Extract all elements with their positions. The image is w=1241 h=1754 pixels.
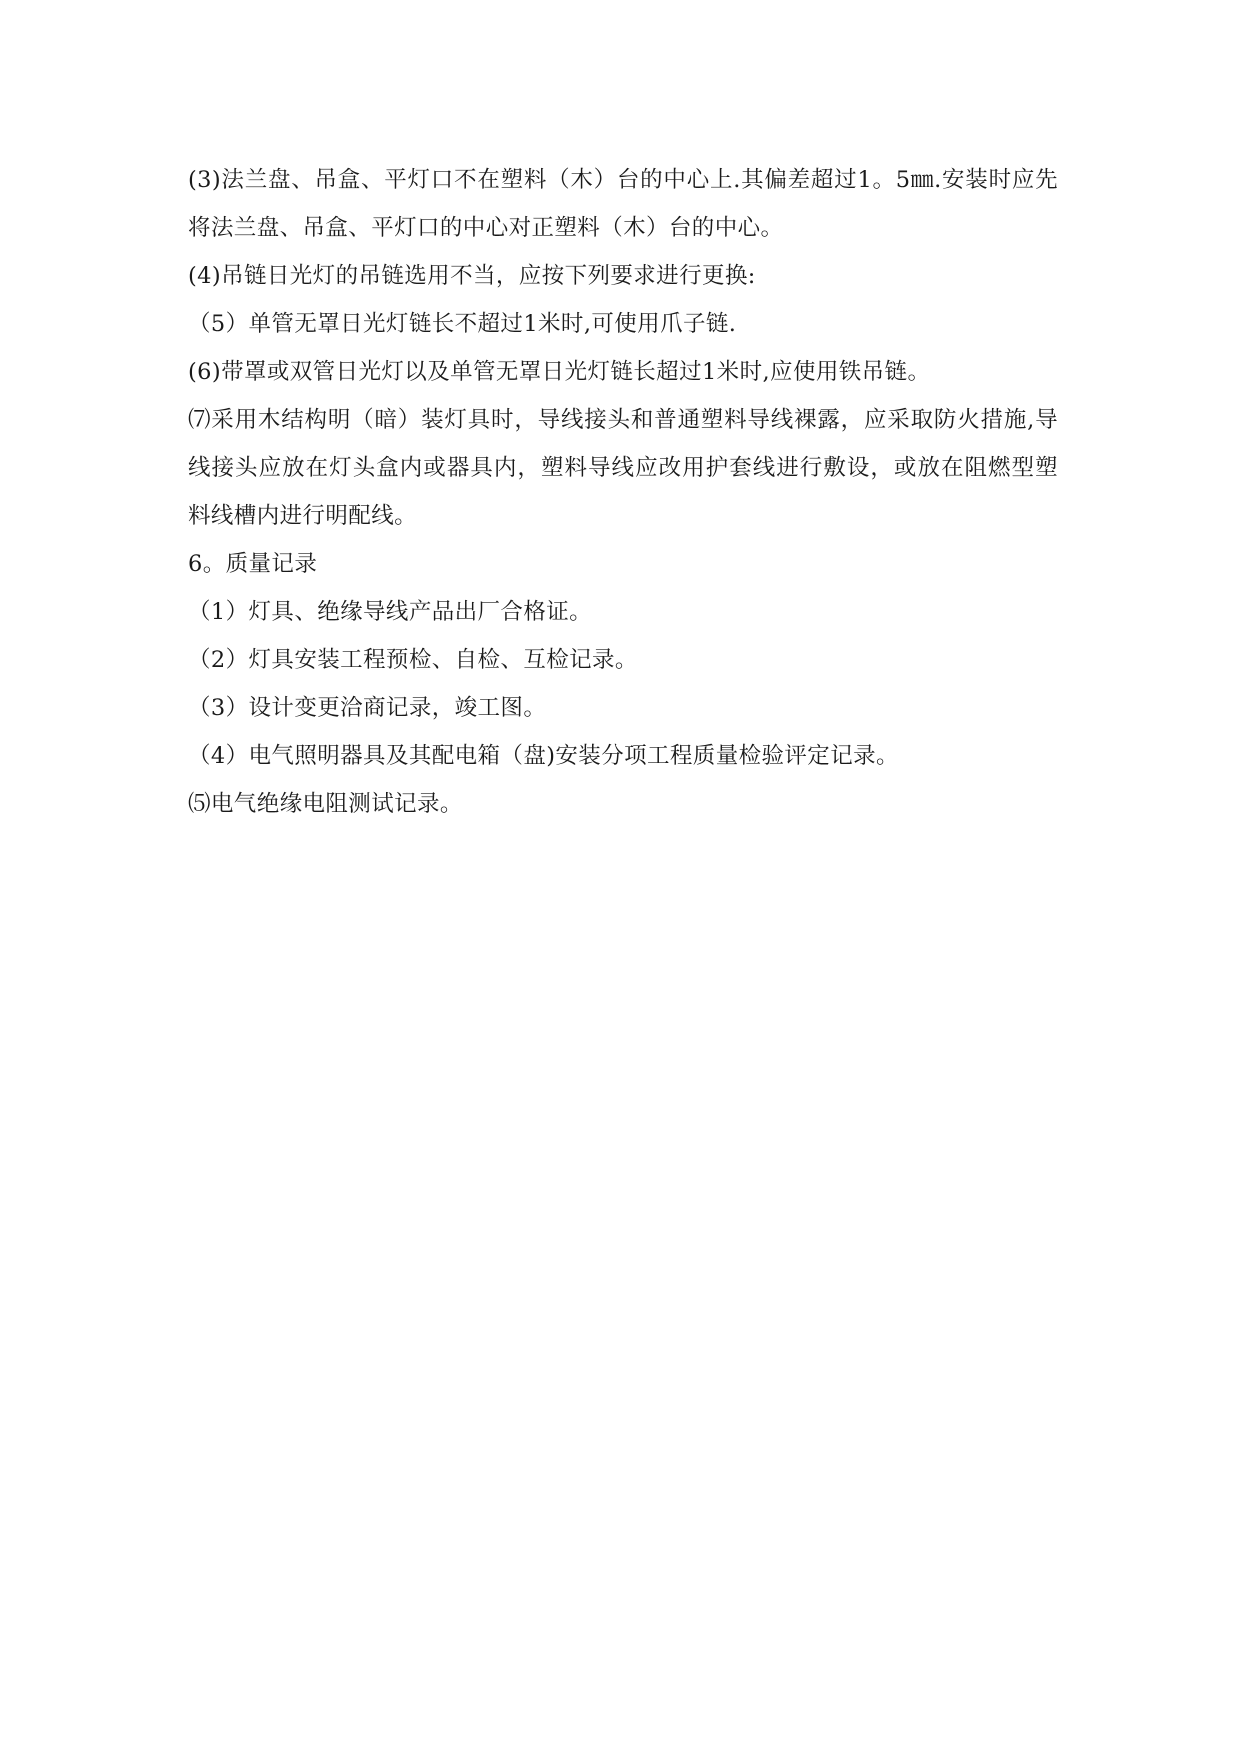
- paragraph-item-5-single-tube: （5）单管无罩日光灯链长不超过1米时,可使用爪子链.: [188, 311, 737, 337]
- paragraph-item-3-flange: (3)法兰盘、吊盒、平灯口不在塑料（木）台的中心上.其偏差超过1。5㎜.安装时应先将法兰盘、吊盒、平灯口的中心对正塑料（木）台的中心。: [188, 167, 1058, 241]
- record-item-2: （2）灯具安装工程预检、自检、互检记录。: [188, 647, 638, 673]
- record-item-4: （4）电气照明器具及其配电箱（盘)安装分项工程质量检验评定记录。: [188, 743, 899, 769]
- paragraph-item-4-chain: (4)吊链日光灯的吊链选用不当，应按下列要求进行更换:: [188, 263, 756, 289]
- document-body: [188, 156, 1058, 828]
- record-item-5: ⑸电气绝缘电阻测试记录。: [188, 791, 463, 817]
- paragraph-item-6-iron-chain: (6)带罩或双管日光灯以及单管无罩日光灯链长超过1米时,应使用铁吊链。: [188, 359, 931, 385]
- section-heading-quality-records: 6。质量记录: [188, 551, 318, 577]
- record-item-1: （1）灯具、绝缘导线产品出厂合格证。: [188, 599, 593, 625]
- paragraph-item-7-fire-protection: ⑺采用木结构明（暗）装灯具时，导线接头和普通塑料导线裸露，应采取防火措施,导线接头应放在灯头盒内或器具内，塑料导线应改用护套线进行敷设，或放在阻燃型塑料线槽内进行明配线。: [188, 407, 1058, 529]
- record-item-3: （3）设计变更洽商记录，竣工图。: [188, 695, 547, 721]
